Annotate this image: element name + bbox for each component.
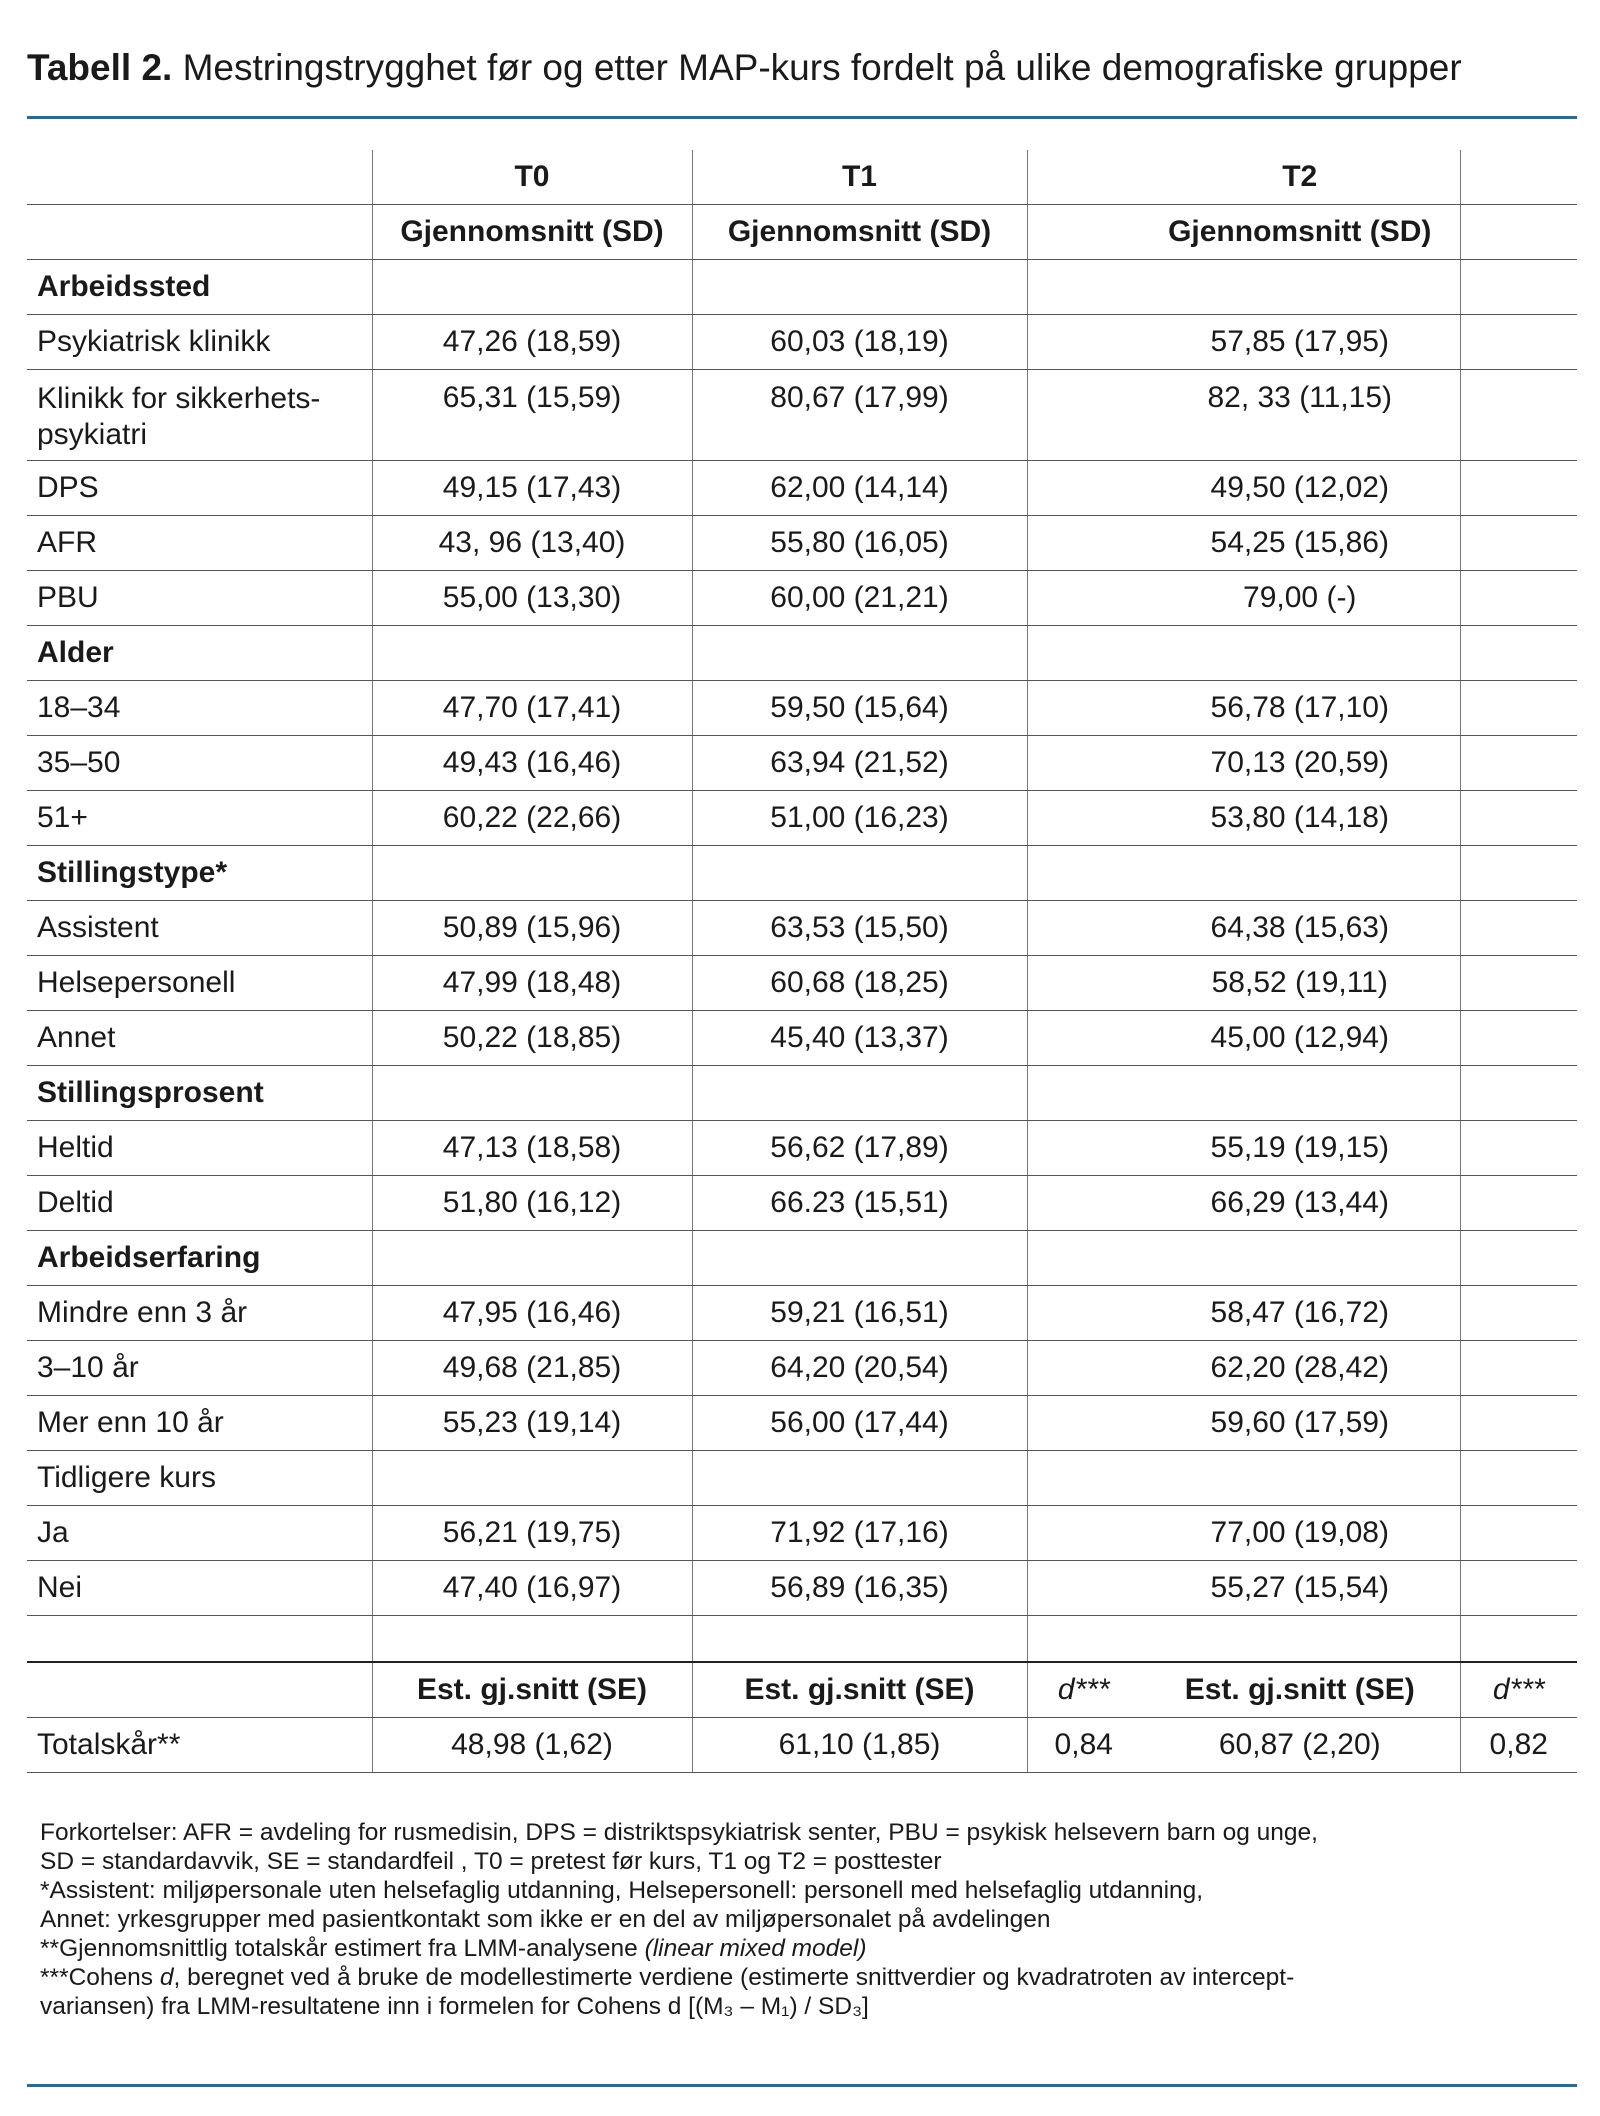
table-row [27,1011,1577,1066]
empty-cell [1460,901,1577,956]
empty-cell [1140,1451,1460,1506]
totals-header-d1: d*** [1027,1662,1140,1718]
empty-cell [1027,1341,1140,1396]
totals-header-t2: Est. gj.snitt (SE) [1140,1662,1460,1718]
row-label-line: psykiatri [37,418,148,451]
empty-cell [27,1616,372,1663]
totals-t0: 48,98 (1,62) [372,1718,692,1773]
cell-t1: 60,00 (21,21) [692,571,1027,626]
empty-cell [372,1451,692,1506]
empty-cell [1027,1231,1140,1286]
header-row-stats [27,205,1577,260]
footnote-italic: d [159,1964,174,1991]
cell-t1: 56,00 (17,44) [692,1396,1027,1451]
header-empty [27,205,372,260]
totals-row [27,1718,1577,1773]
cell-t0: 49,15 (17,43) [372,461,692,516]
top-divider [27,116,1577,119]
footnote-line: *Assistent: miljøpersonale uten helsefaglig utdanning, Helsepersonell: personell med helsefaglig utdanning, [40,1877,1204,1904]
table-row [27,516,1577,571]
cell-t1: 60,68 (18,25) [692,956,1027,1011]
empty-cell [1027,626,1140,681]
row-label: Deltid [27,1176,372,1231]
footnote-italic: (linear mixed model) [644,1935,867,1962]
header-row-timepoints [27,150,1577,205]
spacer-row [27,1616,1577,1663]
header-d1-empty [1027,205,1140,260]
empty-cell [1460,846,1577,901]
table-row [27,736,1577,791]
row-label: Assistent [27,901,372,956]
cell-t1: 59,21 (16,51) [692,1286,1027,1341]
empty-cell [1460,1121,1577,1176]
row-label: 18–34 [27,681,372,736]
results-table [27,150,1577,1773]
cell-t0: 55,00 (13,30) [372,571,692,626]
cell-t1: 45,40 (13,37) [692,1011,1027,1066]
row-label: Mer enn 10 år [27,1396,372,1451]
empty-cell [1460,260,1577,315]
empty-cell [1460,1176,1577,1231]
row-label: AFR [27,516,372,571]
cell-t0: 47,26 (18,59) [372,315,692,370]
empty-cell [1027,1561,1140,1616]
cell-t1: 63,94 (21,52) [692,736,1027,791]
table-row [27,901,1577,956]
row-label: 51+ [27,791,372,846]
empty-cell [372,1066,692,1121]
table-body [27,150,1577,1773]
row-label: PBU [27,571,372,626]
empty-cell [1460,1396,1577,1451]
empty-cell [1460,1231,1577,1286]
empty-cell [1140,846,1460,901]
section-row [27,846,1577,901]
cell-t2: 53,80 (14,18) [1140,791,1460,846]
footnote-line: Forkortelser: AFR = avdeling for rusmedisin, DPS = distriktspsykiatrisk senter, PBU = psykisk helsevern barn og unge, [40,1819,1318,1846]
caption-label: Tabell 2. [27,47,173,88]
empty-cell [1460,516,1577,571]
cell-t0: 47,70 (17,41) [372,681,692,736]
section-row [27,626,1577,681]
empty-cell [1027,846,1140,901]
table-row [27,461,1577,516]
empty-cell [692,1231,1027,1286]
header-stat-t1: Gjennomsnitt (SD) [692,205,1027,260]
empty-cell [1027,901,1140,956]
table-row [27,1121,1577,1176]
empty-cell [1460,1066,1577,1121]
empty-cell [692,1616,1027,1663]
empty-cell [692,626,1027,681]
totals-header-row [27,1662,1577,1718]
table-row [27,571,1577,626]
cell-t0: 50,89 (15,96) [372,901,692,956]
row-label: Helsepersonell [27,956,372,1011]
cell-t1: 51,00 (16,23) [692,791,1027,846]
empty-cell [1140,260,1460,315]
empty-cell [692,846,1027,901]
empty-cell [1460,1616,1577,1663]
header-t0: T0 [372,150,692,205]
header-empty [27,150,372,205]
cell-t2: 66,29 (13,44) [1140,1176,1460,1231]
row-label: 3–10 år [27,1341,372,1396]
cell-t2: 82, 33 (11,15) [1140,370,1460,461]
empty-cell [1460,791,1577,846]
empty-cell [372,1616,692,1663]
table-row [27,1506,1577,1561]
empty-cell [1027,1616,1140,1663]
empty-cell [27,1662,372,1718]
table-row [27,956,1577,1011]
row-label: Nei [27,1561,372,1616]
empty-cell [1027,1286,1140,1341]
footnote-text: ***Cohens [40,1964,160,1991]
table-row [27,681,1577,736]
cell-t0: 55,23 (19,14) [372,1396,692,1451]
empty-cell [1027,791,1140,846]
header-t2: T2 [1140,150,1460,205]
cell-t1: 56,62 (17,89) [692,1121,1027,1176]
empty-cell [1027,956,1140,1011]
cell-t2: 49,50 (12,02) [1140,461,1460,516]
cell-t2: 55,27 (15,54) [1140,1561,1460,1616]
cell-t0: 43, 96 (13,40) [372,516,692,571]
cell-t2: 59,60 (17,59) [1140,1396,1460,1451]
cell-t1: 55,80 (16,05) [692,516,1027,571]
cell-t2: 70,13 (20,59) [1140,736,1460,791]
footnote-text: **Gjennomsnittlig totalskår estimert fra LMM-analysene [40,1935,645,1962]
empty-cell [692,1066,1027,1121]
empty-cell [1027,1506,1140,1561]
cell-t1: 64,20 (20,54) [692,1341,1027,1396]
table-row [27,315,1577,370]
footnote-text: , beregnet ved å bruke de modellestimerte verdiene (estimerte snittverdier og kvadratroten av intercept- [173,1964,1295,1991]
empty-cell [1460,1011,1577,1066]
cell-t2: 45,00 (12,94) [1140,1011,1460,1066]
cell-t1: 63,53 (15,50) [692,901,1027,956]
totals-header-d2: d*** [1460,1662,1577,1718]
empty-cell [372,846,692,901]
header-stat-t0: Gjennomsnitt (SD) [372,205,692,260]
cell-t0: 47,40 (16,97) [372,1561,692,1616]
section-row [27,1231,1577,1286]
cell-t0: 50,22 (18,85) [372,1011,692,1066]
cell-t1: 62,00 (14,14) [692,461,1027,516]
cell-t1: 66.23 (15,51) [692,1176,1027,1231]
cell-t2: 54,25 (15,86) [1140,516,1460,571]
row-label: Annet [27,1011,372,1066]
cell-t2: 64,38 (15,63) [1140,901,1460,956]
cell-t2: 58,47 (16,72) [1140,1286,1460,1341]
cell-t0: 51,80 (16,12) [372,1176,692,1231]
section-row [27,260,1577,315]
empty-cell [1460,1506,1577,1561]
empty-cell [1460,571,1577,626]
section-row [27,1066,1577,1121]
cell-t2: 56,78 (17,10) [1140,681,1460,736]
row-label: DPS [27,461,372,516]
empty-cell [1460,315,1577,370]
section-title: Tidligere kurs [27,1451,372,1506]
cell-t0: 56,21 (19,75) [372,1506,692,1561]
cell-t1: 59,50 (15,64) [692,681,1027,736]
empty-cell [1460,1341,1577,1396]
totals-t1: 61,10 (1,85) [692,1718,1027,1773]
empty-cell [1460,956,1577,1011]
header-t1: T1 [692,150,1027,205]
row-label: 35–50 [27,736,372,791]
cell-t0: 65,31 (15,59) [372,370,692,461]
empty-cell [1027,1451,1140,1506]
empty-cell [1460,1451,1577,1506]
empty-cell [1027,516,1140,571]
table-row [27,1561,1577,1616]
table-row [27,1176,1577,1231]
empty-cell [1027,315,1140,370]
table-row [27,1396,1577,1451]
cell-t0: 47,13 (18,58) [372,1121,692,1176]
empty-cell [1140,1066,1460,1121]
header-d2-empty [1460,150,1577,205]
cell-t2: 57,85 (17,95) [1140,315,1460,370]
totals-d1: 0,84 [1027,1718,1140,1773]
empty-cell [1140,1231,1460,1286]
table-footnotes [40,1818,1570,2021]
table-row [27,791,1577,846]
footnote-line [40,1963,1570,1992]
row-label [27,370,372,461]
row-label: Psykiatrisk klinikk [27,315,372,370]
row-label: Mindre enn 3 år [27,1286,372,1341]
section-title: Arbeidserfaring [27,1231,372,1286]
cell-t2: 77,00 (19,08) [1140,1506,1460,1561]
empty-cell [1027,736,1140,791]
cell-t2: 58,52 (19,11) [1140,956,1460,1011]
section-row [27,1451,1577,1506]
cell-t1: 71,92 (17,16) [692,1506,1027,1561]
cell-t0: 47,99 (18,48) [372,956,692,1011]
header-d1-empty [1027,150,1140,205]
totals-label: Totalskår** [27,1718,372,1773]
table-caption [27,44,1587,92]
cell-t2: 55,19 (19,15) [1140,1121,1460,1176]
header-d2-empty [1460,205,1577,260]
empty-cell [1460,1286,1577,1341]
totals-header-t1: Est. gj.snitt (SE) [692,1662,1027,1718]
bottom-divider [27,2084,1577,2087]
empty-cell [1460,370,1577,461]
footnote-line: variansen) fra LMM-resultatene inn i formelen for Cohens d [(M₃ – M₁) / SD₃] [40,1993,869,2020]
footnote-line [40,1934,1570,1963]
cell-t0: 60,22 (22,66) [372,791,692,846]
totals-d2: 0,82 [1460,1718,1577,1773]
caption-title: Mestringstrygghet før og etter MAP-kurs fordelt på ulike demografiske grupper [182,47,1462,88]
cell-t1: 56,89 (16,35) [692,1561,1027,1616]
cell-t1: 80,67 (17,99) [692,370,1027,461]
row-label-line: Klinikk for sikkerhets- [37,382,321,415]
section-title: Alder [27,626,372,681]
empty-cell [1460,626,1577,681]
cell-t1: 60,03 (18,19) [692,315,1027,370]
section-title: Stillingsprosent [27,1066,372,1121]
footnote-line: SD = standardavvik, SE = standardfeil , T0 = pretest før kurs, T1 og T2 = posttester [40,1848,942,1875]
empty-cell [1140,1616,1460,1663]
empty-cell [692,260,1027,315]
empty-cell [1027,681,1140,736]
empty-cell [1460,1561,1577,1616]
empty-cell [1460,736,1577,791]
footnote-line: Annet: yrkesgrupper med pasientkontakt som ikke er en del av miljøpersonalet på avdelingen [40,1906,1051,1933]
cell-t2: 79,00 (-) [1140,571,1460,626]
table-row [27,1286,1577,1341]
empty-cell [1027,1396,1140,1451]
empty-cell [372,260,692,315]
empty-cell [1460,681,1577,736]
empty-cell [372,1231,692,1286]
empty-cell [692,1451,1027,1506]
empty-cell [1027,1121,1140,1176]
empty-cell [372,626,692,681]
empty-cell [1027,260,1140,315]
section-title: Arbeidssted [27,260,372,315]
empty-cell [1027,571,1140,626]
empty-cell [1027,370,1140,461]
empty-cell [1027,461,1140,516]
header-stat-t2: Gjennomsnitt (SD) [1140,205,1460,260]
table-row [27,1341,1577,1396]
table-row [27,370,1577,461]
empty-cell [1027,1176,1140,1231]
cell-t0: 49,43 (16,46) [372,736,692,791]
empty-cell [1140,626,1460,681]
row-label: Heltid [27,1121,372,1176]
row-label: Ja [27,1506,372,1561]
empty-cell [1027,1011,1140,1066]
section-title: Stillingstype* [27,846,372,901]
empty-cell [1460,461,1577,516]
totals-header-t0: Est. gj.snitt (SE) [372,1662,692,1718]
cell-t2: 62,20 (28,42) [1140,1341,1460,1396]
empty-cell [1027,1066,1140,1121]
cell-t0: 49,68 (21,85) [372,1341,692,1396]
cell-t0: 47,95 (16,46) [372,1286,692,1341]
totals-t2: 60,87 (2,20) [1140,1718,1460,1773]
